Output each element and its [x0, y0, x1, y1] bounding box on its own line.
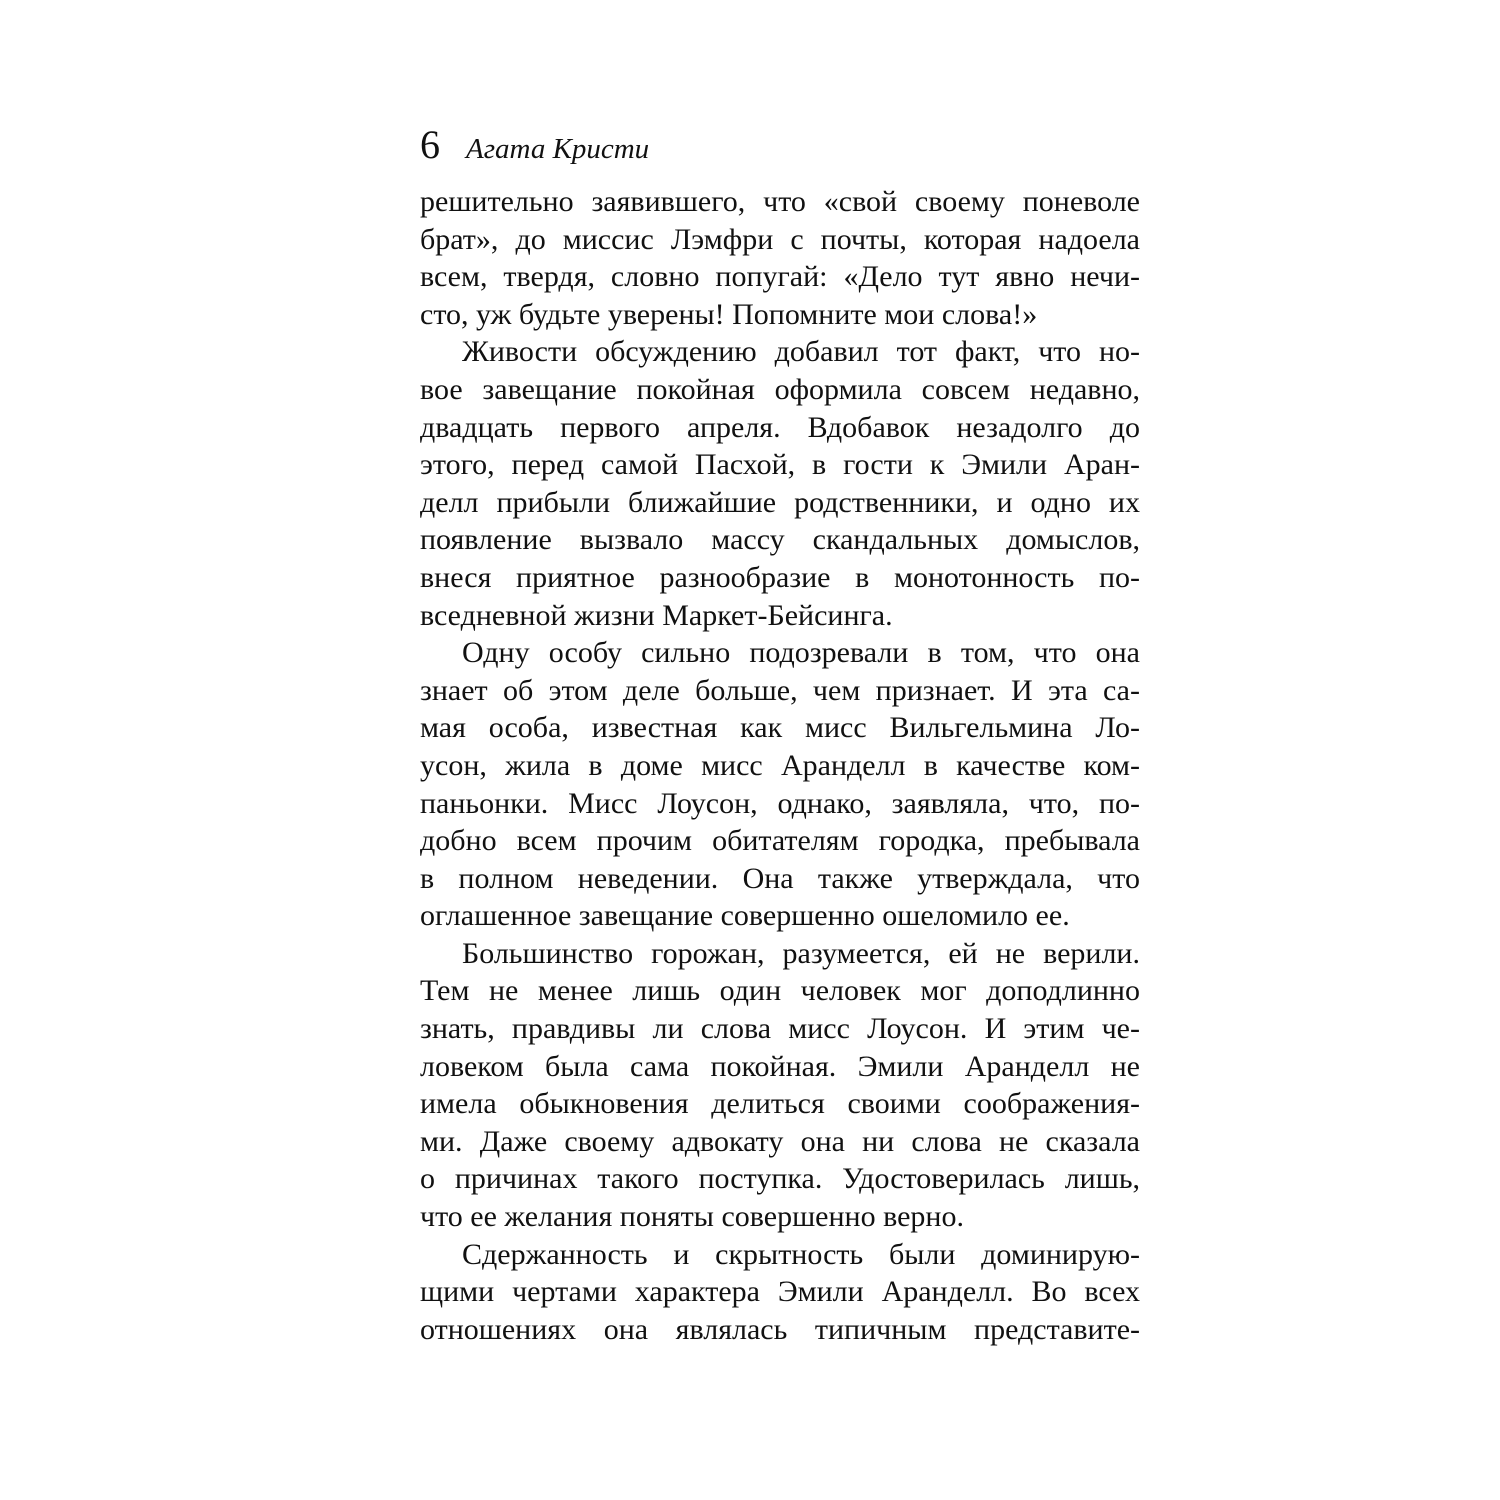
text-line: мая особа, известная как мисс Вильгельмина Ло- — [420, 711, 1140, 745]
running-head — [420, 122, 1140, 183]
page-number: 6 — [420, 122, 440, 167]
text-line: добно всем прочим обитателям городка, пребывала — [420, 824, 1140, 858]
text-line: Большинство горожан, разумеется, ей не верили. — [462, 936, 1140, 970]
text-line: всем, твердя, словно попугай: «Дело тут явно нечи- — [420, 260, 1140, 294]
text-line: сто, уж будьте уверены! Попомните мои слова!» — [420, 297, 1038, 331]
text-line: брат», до миссис Лэмфри с почты, которая надоела — [420, 222, 1140, 256]
text-line: двадцать первого апреля. Вдобавок незадолго до — [420, 410, 1140, 444]
text-line: паньонки. Мисс Лоусон, однако, заявляла, что, по- — [420, 786, 1140, 820]
text-line: ловеком была сама покойная. Эмили Аранделл не — [420, 1049, 1140, 1083]
text-line: внеся приятное разнообразие в монотонность по- — [420, 560, 1140, 594]
paragraph — [420, 1236, 1140, 1349]
paragraph — [420, 183, 1140, 333]
text-line: отношениях она являлась типичным представите- — [420, 1312, 1140, 1346]
text-line: делл прибыли ближайшие родственники, и одно их — [420, 485, 1140, 519]
text-line: знать, правдивы ли слова мисс Лоусон. И этим че- — [420, 1012, 1140, 1046]
text-line: Сдержанность и скрытность были доминирую- — [462, 1237, 1140, 1271]
body-text — [420, 183, 1140, 1348]
running-head-author: Агата Кристи — [466, 133, 650, 165]
text-line: знает об этом деле больше, чем признает. И эта са- — [420, 673, 1140, 707]
text-line: решительно заявившего, что «свой своему поневоле — [420, 185, 1140, 218]
text-line: щими чертами характера Эмили Аранделл. Во всех — [420, 1275, 1140, 1309]
text-line: Живости обсуждению добавил тот факт, что но- — [462, 335, 1140, 369]
text-line: усон, жила в доме мисс Аранделл в качестве ком- — [420, 748, 1140, 782]
text-line: в полном неведении. Она также утверждала, что — [420, 861, 1140, 895]
text-line: ми. Даже своему адвокату она ни слова не сказала — [420, 1124, 1140, 1158]
text-line: этого, перед самой Пасхой, в гости к Эмили Аран- — [420, 448, 1140, 482]
paragraph — [420, 935, 1140, 1236]
text-line: о причинах такого поступка. Удостоверилась лишь, — [420, 1162, 1140, 1196]
text-line: оглашенное завещание совершенно ошеломило ее. — [420, 899, 1070, 933]
text-line: вое завещание покойная оформила совсем недавно, — [420, 372, 1140, 406]
text-line: Тем не менее лишь один человек мог доподлинно — [420, 974, 1140, 1008]
book-page — [420, 122, 1140, 1348]
text-line: вседневной жизни Маркет-Бейсинга. — [420, 598, 893, 632]
text-line: появление вызвало массу скандальных домыслов, — [420, 523, 1140, 557]
text-line: имела обыкновения делиться своими соображения- — [420, 1087, 1140, 1121]
paragraph — [420, 333, 1140, 634]
text-line: Одну особу сильно подозревали в том, что она — [462, 636, 1140, 670]
paragraph — [420, 634, 1140, 935]
text-line: что ее желания поняты совершенно верно. — [420, 1200, 964, 1234]
